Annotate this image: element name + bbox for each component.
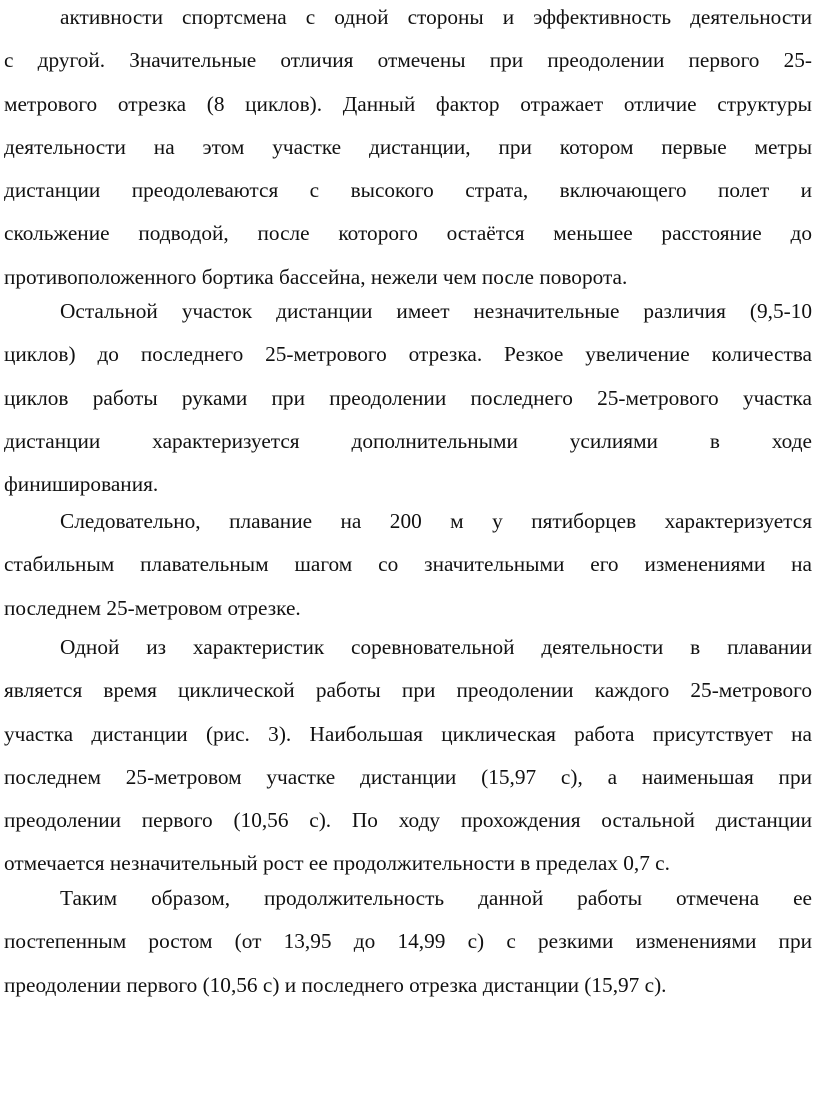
text-line: преодолении первого (10,56 с) и последнего отрезка дистанции (15,97 с). <box>4 972 667 997</box>
text-line: последнем 25-метровом участке дистанции (15,97 с), а наименьшая при <box>4 764 812 789</box>
text-line: Одной из характеристик соревновательной деятельности в плавании <box>60 635 812 659</box>
text-line: циклов) до последнего 25-метрового отрезка. Резкое увеличение количества <box>4 342 812 367</box>
text-line: Следовательно, плавание на 200 м у пятиборцев характеризуется <box>60 509 812 533</box>
text-line: деятельности на этом участке дистанции, при котором первые метры <box>4 134 812 159</box>
text-line: скольжение подводой, после которого остаётся меньшее расстояние до <box>4 221 812 246</box>
paragraph-4 <box>4 626 812 886</box>
text-line: циклов работы руками при преодолении последнего 25-метрового участка <box>4 385 812 410</box>
text-line: активности спортсмена с одной стороны и эффективность деятельности <box>60 5 812 29</box>
text-line: последнем 25-метровом отрезке. <box>4 595 301 620</box>
paragraph-3 <box>4 500 812 630</box>
text-line: дистанции характеризуется дополнительными усилиями в ходе <box>4 428 812 453</box>
text-line: является время циклической работы при преодолении каждого 25-метрового <box>4 678 812 703</box>
text-line: Таким образом, продолжительность данной работы отмечена ее <box>60 886 812 910</box>
text-line: финиширования. <box>4 472 159 497</box>
text-line: преодолении первого (10,56 с). По ходу прохождения остальной дистанции <box>4 808 812 833</box>
text-line: стабильным плавательным шагом со значительными его изменениями на <box>4 552 812 577</box>
text-line: Остальной участок дистанции имеет незначительные различия (9,5-10 <box>60 299 812 323</box>
text-line: метрового отрезка (8 циклов). Данный фактор отражает отличие структуры <box>4 91 812 116</box>
text-line: постепенным ростом (от 13,95 до 14,99 с) с резкими изменениями при <box>4 929 812 954</box>
text-line: с другой. Значительные отличия отмечены при преодолении первого 25- <box>4 48 812 73</box>
paragraph-5 <box>4 877 812 1007</box>
paragraph-1 <box>4 0 812 299</box>
text-line: противоположенного бортика бассейна, нежели чем после поворота. <box>4 264 628 289</box>
paragraph-2 <box>4 290 812 506</box>
text-line: отмечается незначительный рост ее продолжительности в пределах 0,7 с. <box>4 851 670 876</box>
text-line: дистанции преодолеваются с высокого страта, включающего полет и <box>4 178 812 203</box>
text-line: участка дистанции (рис. 3). Наибольшая циклическая работа присутствует на <box>4 721 812 746</box>
